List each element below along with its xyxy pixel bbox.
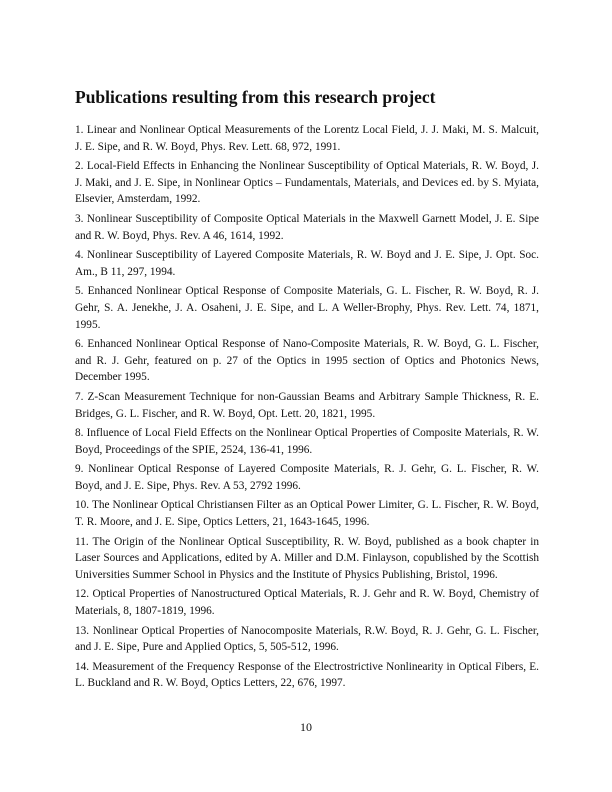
publication-item-10: 10. The Nonlinear Optical Christiansen Filter as an Optical Power Limiter, G. L. Fischer, R. W. Boyd, T. R. Moore, and J. E. Sipe, Optics Letters, 21, 1643-1645, 1996. — [75, 499, 539, 529]
publication-item-1: 1. Linear and Nonlinear Optical Measurements of the Lorentz Local Field, J. J. Maki, M. S. Malcuit, J. E. Sipe, and R. W. Boyd, Phys. Rev. Lett. 68, 972, 1991. — [75, 124, 539, 153]
publication-item-6: 6. Enhanced Nonlinear Optical Response of Nano-Composite Materials, R. W. Boyd, G. L. Fischer, and R. J. Gehr, featured on p. 27 of the Optics in 1995 section of Optics and Photonics News, December 1995. — [75, 338, 539, 384]
page-number: 10 — [300, 720, 312, 734]
publication-list — [75, 122, 539, 695]
publication-item-7: 7. Z-Scan Measurement Technique for non-Gaussian Beams and Arbitrary Sample Thickness, R. E. Bridges, G. L. Fischer, and R. W. Boyd, Opt. Lett. 20, 1821, 1995. — [75, 390, 539, 420]
publication-item-8: 8. Influence of Local Field Effects on the Nonlinear Optical Properties of Composite Materials, R. W. Boyd, Proceedings of the SPIE, 2524, 136-41, 1996. — [75, 427, 539, 456]
publication-item-4: 4. Nonlinear Susceptibility of Layered Composite Materials, R. W. Boyd and J. E. Sipe, J. Opt. Soc. Am., B 11, 297, 1994. — [75, 249, 539, 278]
publication-item-9: 9. Nonlinear Optical Response of Layered Composite Materials, R. J. Gehr, G. L. Fischer, R. W. Boyd, and J. E. Sipe, Phys. Rev. A 53, 2792 1996. — [75, 463, 539, 492]
publication-item-3: 3. Nonlinear Susceptibility of Composite Optical Materials in the Maxwell Garnett Model, J. E. Sipe and R. W. Boyd, Phys. Rev. A 46, 1614, 1992. — [75, 212, 539, 242]
publication-item-11: 11. The Origin of the Nonlinear Optical Susceptibility, R. W. Boyd, published as a book chapter in Laser Sources and Applications, edited by A. Miller and D.M. Finlayson, copublished by the Scottish Universities Summer School in Physics and the Institute of Physics Publishing, Bristol, 1996. — [75, 535, 539, 581]
publication-item-13: 13. Nonlinear Optical Properties of Nanocomposite Materials, R.W. Boyd, R. J. Gehr, G. L. Fischer, and J. E. Sipe, Pure and Applied Optics, 5, 505-512, 1996. — [75, 624, 539, 654]
publication-item-5: 5. Enhanced Nonlinear Optical Response of Composite Materials, G. L. Fischer, R. W. Boyd, R. J. Gehr, S. A. Jenekhe, J. A. Osaheni, J. E. Sipe, and L. A Weller-Brophy, Phys. Rev. Lett. 74, 1871, 1995. — [75, 285, 539, 331]
publication-item-12: 12. Optical Properties of Nanostructured Optical Materials, R. J. Gehr and R. W. Boyd, Chemistry of Materials, 8, 1807-1819, 1996. — [75, 588, 539, 618]
publication-item-14: 14. Measurement of the Frequency Response of the Electrostrictive Nonlinearity in Optical Fibers, E. L. Buckland and R. W. Boyd, Optics Letters, 22, 676, 1997. — [75, 660, 539, 690]
section-heading: Publications resulting from this research project — [75, 87, 436, 107]
publication-item-2: 2. Local-Field Effects in Enhancing the Nonlinear Susceptibility of Optical Materials, R. W. Boyd, J. J. Maki, and J. E. Sipe, in Nonlinear Optics – Fundamentals, Materials, and Devices ed. by S. Myiata, Elsevier, Amsterdam, 1992. — [75, 160, 539, 206]
